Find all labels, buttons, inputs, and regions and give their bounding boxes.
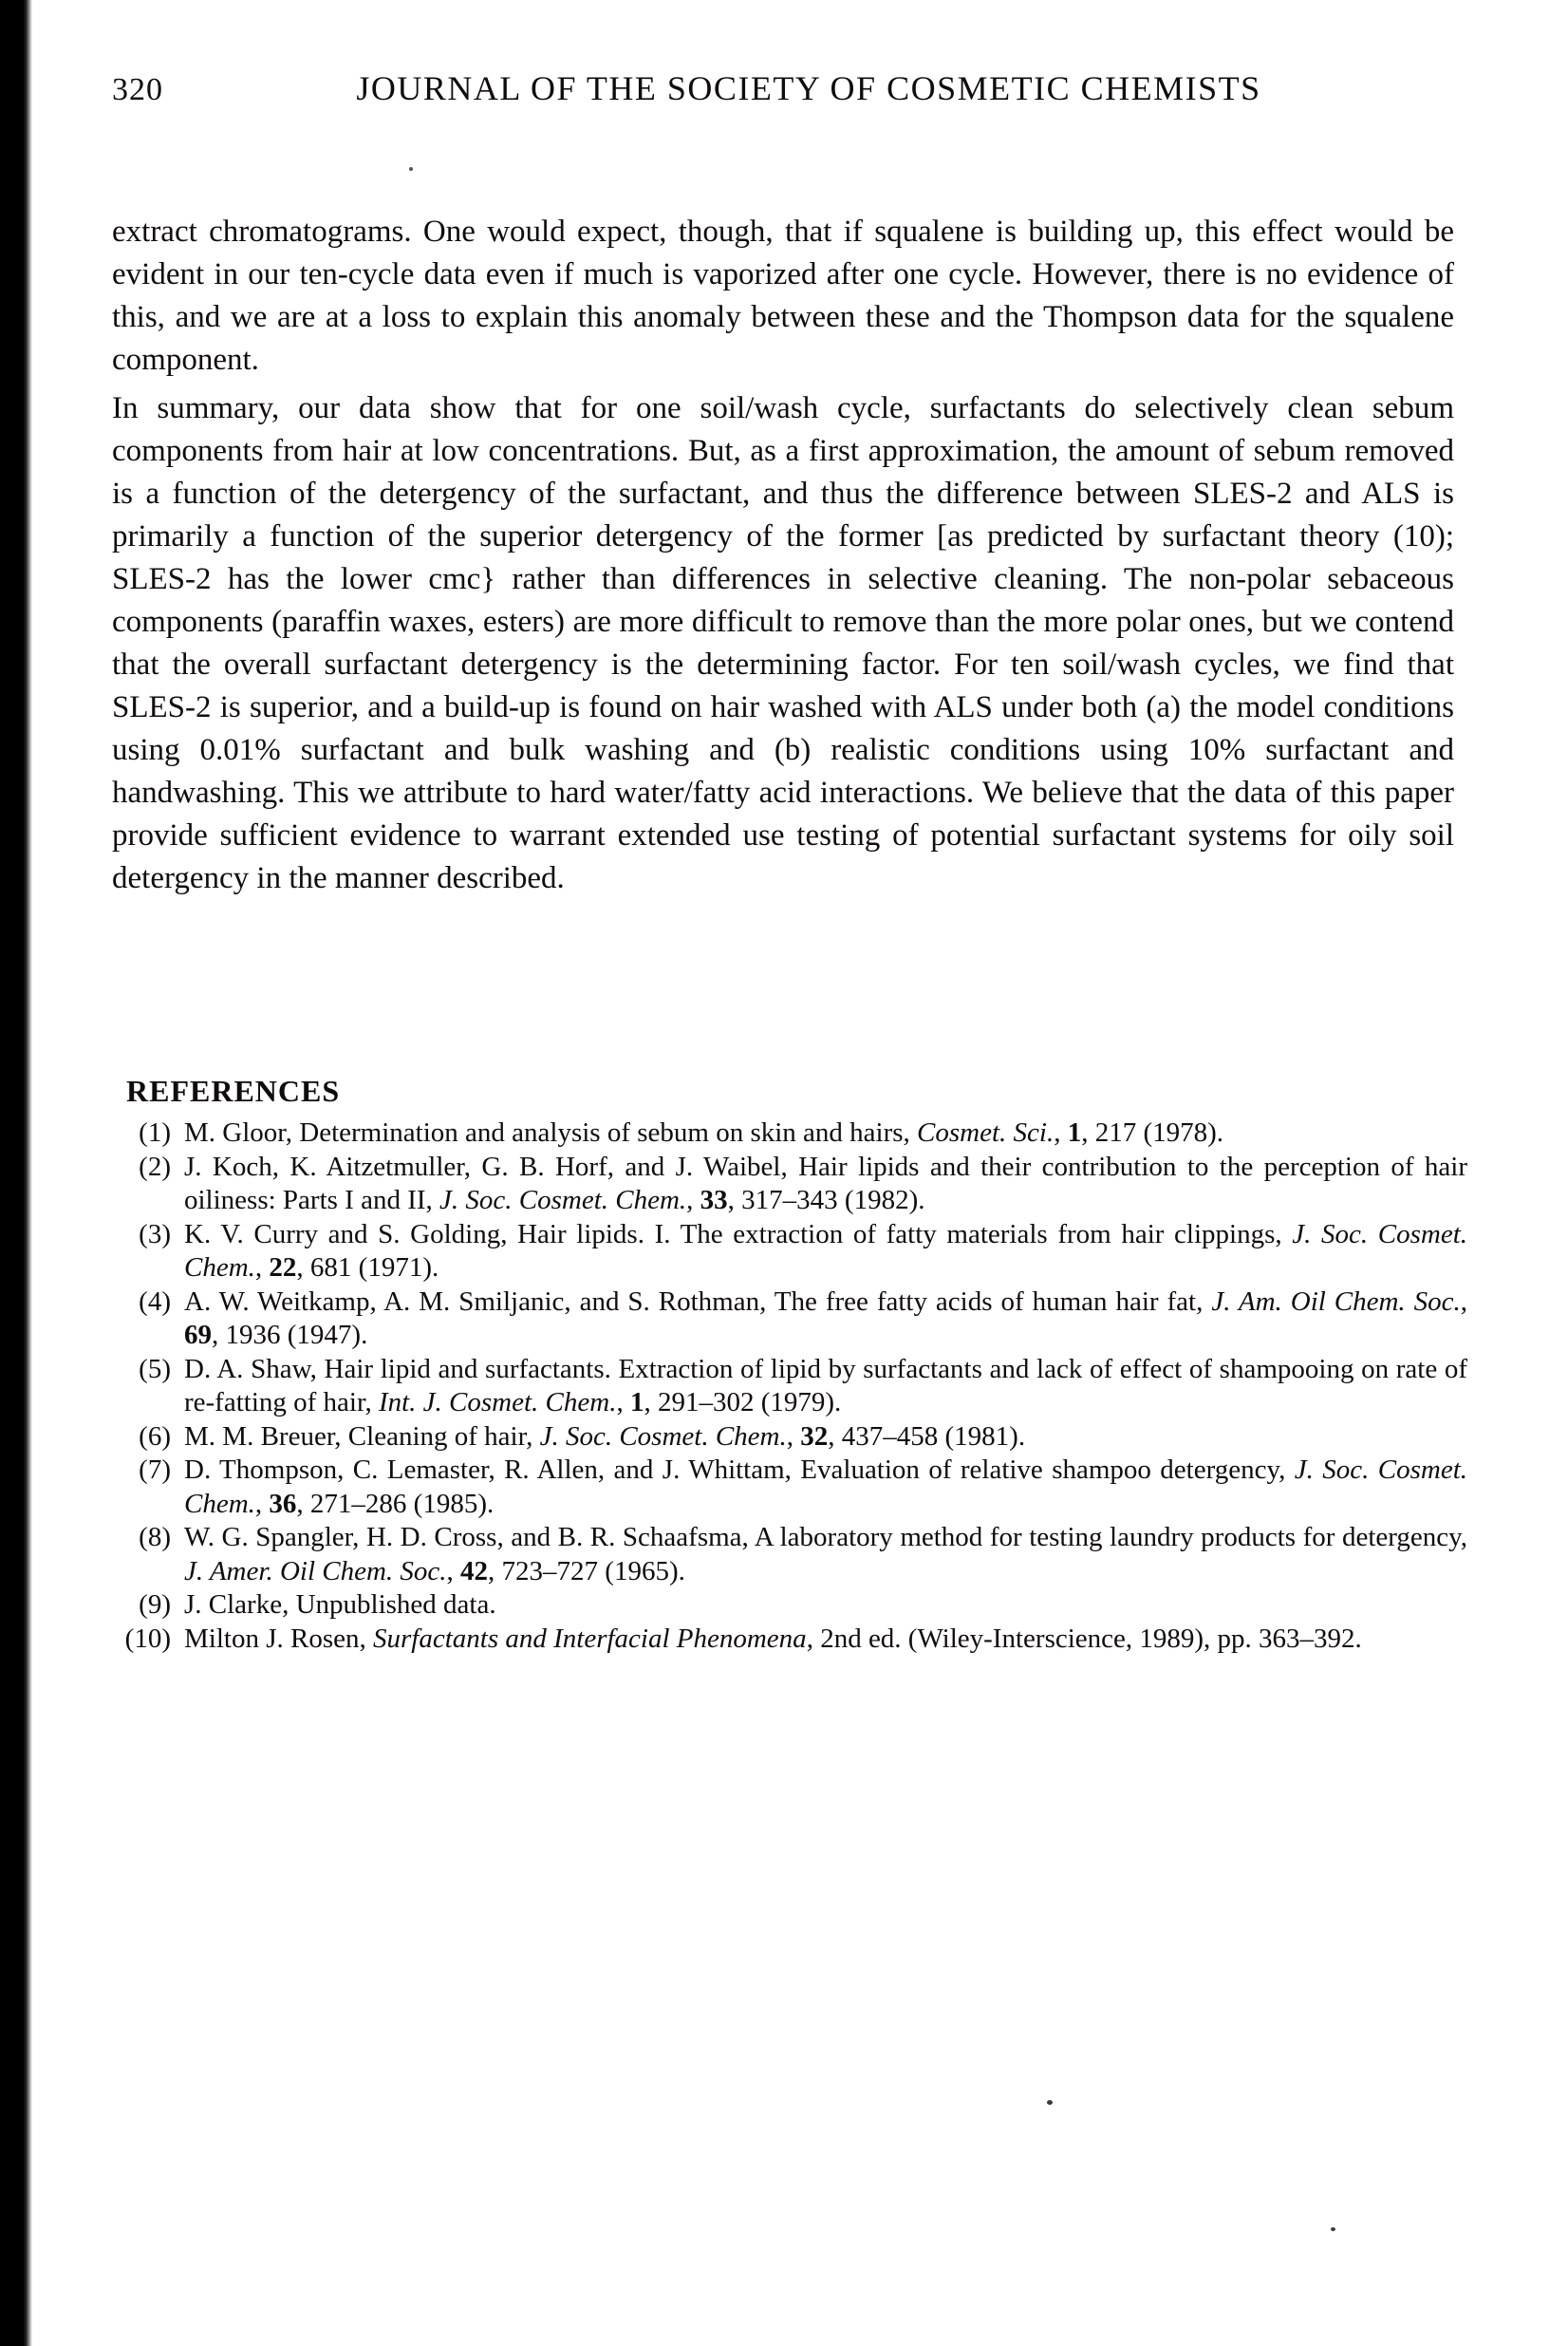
reference-item xyxy=(112,1420,1467,1455)
reference-item xyxy=(112,1353,1467,1420)
reference-item xyxy=(112,1588,1467,1623)
reference-item xyxy=(112,1218,1467,1286)
reference-text: K. V. Curry and S. Golding, Hair lipids. I. The extraction of fatty materials from hair clippings, J. Soc. Cosmet. Chem., 22, 681 (1971). xyxy=(184,1218,1467,1283)
paragraph-squalene-anomaly: extract chromatograms. One would expect, though, that if squalene is building up, this effect would be evident in our ten-cycle data even if much is vaporized after one cycle. However, there is no evidence of this, and we are at a loss to explain this anomaly between these and the Thompson data for the squalene component. xyxy=(112,215,1454,377)
reference-number: (10) xyxy=(124,1623,171,1654)
reference-text: M. M. Breuer, Cleaning of hair, J. Soc. Cosmet. Chem., 32, 437–458 (1981). xyxy=(184,1420,1026,1452)
reference-number: (7) xyxy=(139,1455,171,1485)
references-heading: REFERENCES xyxy=(126,1073,341,1108)
reference-item xyxy=(112,1117,1467,1151)
reference-item xyxy=(112,1623,1467,1657)
reference-item xyxy=(112,1454,1467,1521)
scan-speck xyxy=(1331,2227,1335,2231)
reference-number: (1) xyxy=(139,1117,171,1148)
reference-number: (2) xyxy=(139,1151,171,1182)
reference-number: (4) xyxy=(139,1286,171,1317)
references-list xyxy=(112,1117,1467,1656)
page-number: 320 xyxy=(112,72,163,107)
reference-text: D. Thompson, C. Lemaster, R. Allen, and J. Whittam, Evaluation of relative shampoo detergency, J. Soc. Cosmet. Chem., 36, 271–286 (1985). xyxy=(184,1455,1468,1519)
page-header xyxy=(112,68,1454,108)
article-body xyxy=(112,211,1454,906)
reference-number: (3) xyxy=(139,1218,171,1249)
scan-gutter-shadow xyxy=(0,0,32,2346)
reference-text: A. W. Weitkamp, A. M. Smiljanic, and S. Rothman, The free fatty acids of human hair fat, J. Am. Oil Chem. Soc., 69, 1936 (1947). xyxy=(184,1286,1467,1350)
reference-text: W. G. Spangler, H. D. Cross, and B. R. Schaafsma, A laboratory method for testing laundry products for detergency, J. Amer. Oil Chem. Soc., 42, 723–727 (1965). xyxy=(184,1522,1467,1586)
reference-number: (6) xyxy=(139,1420,171,1452)
reference-text: J. Clarke, Unpublished data. xyxy=(184,1589,496,1620)
reference-text: M. Gloor, Determination and analysis of sebum on skin and hairs, Cosmet. Sci., 1, 217 (1978). xyxy=(184,1117,1224,1148)
scan-speck xyxy=(409,167,413,171)
reference-item xyxy=(112,1521,1467,1588)
reference-text: J. Koch, K. Aitzetmuller, G. B. Horf, and J. Waibel, Hair lipids and their contribution to the perception of hair oiliness: Parts I and II, J. Soc. Cosmet. Chem., 33, 317–343 (1982). xyxy=(184,1151,1467,1215)
reference-text: D. A. Shaw, Hair lipid and surfactants. Extraction of lipid by surfactants and lack of effect of shampooing on rate of re-fatting of hair, Int. J. Cosmet. Chem., 1, 291–302 (1979). xyxy=(184,1353,1467,1417)
scan-speck xyxy=(1047,2100,1053,2105)
paragraph-summary: In summary, our data show that for one soil/wash cycle, surfactants do selectively clean sebum components from hair at low concentrations. But, as a first approximation, the amount of sebum removed is a function of the detergency of the surfactant, and thus the difference between SLES-2 and ALS is primarily a function of the superior detergency of the former [as predicted by surfactant theory (10); SLES-2 has the lower cmc} rather than differences in selective cleaning. The non-polar sebaceous components (paraffin waxes, esters) are more difficult to remove than the more polar ones, but we contend that the overall surfactant detergency is the determining factor. For ten soil/wash cycles, we find that SLES-2 is superior, and a build-up is found on hair washed with ALS under both (a) the model conditions using 0.01% surfactant and bulk washing and (b) realistic conditions using 10% surfactant and handwashing. This we attribute to hard water/fatty acid interactions. We believe that the data of this paper provide sufficient evidence to warrant extended use testing of potential surfactant systems for oily soil detergency in the manner described. xyxy=(112,391,1454,895)
reference-number: (5) xyxy=(139,1353,171,1384)
reference-item xyxy=(112,1286,1467,1353)
journal-title: JOURNAL OF THE SOCIETY OF COSMETIC CHEMISTS xyxy=(356,69,1261,107)
reference-number: (8) xyxy=(139,1522,171,1552)
reference-text: Milton J. Rosen, Surfactants and Interfacial Phenomena, 2nd ed. (Wiley-Interscience, 1989), pp. 363–392. xyxy=(184,1623,1362,1654)
reference-number: (9) xyxy=(139,1589,171,1620)
reference-item xyxy=(112,1151,1467,1218)
